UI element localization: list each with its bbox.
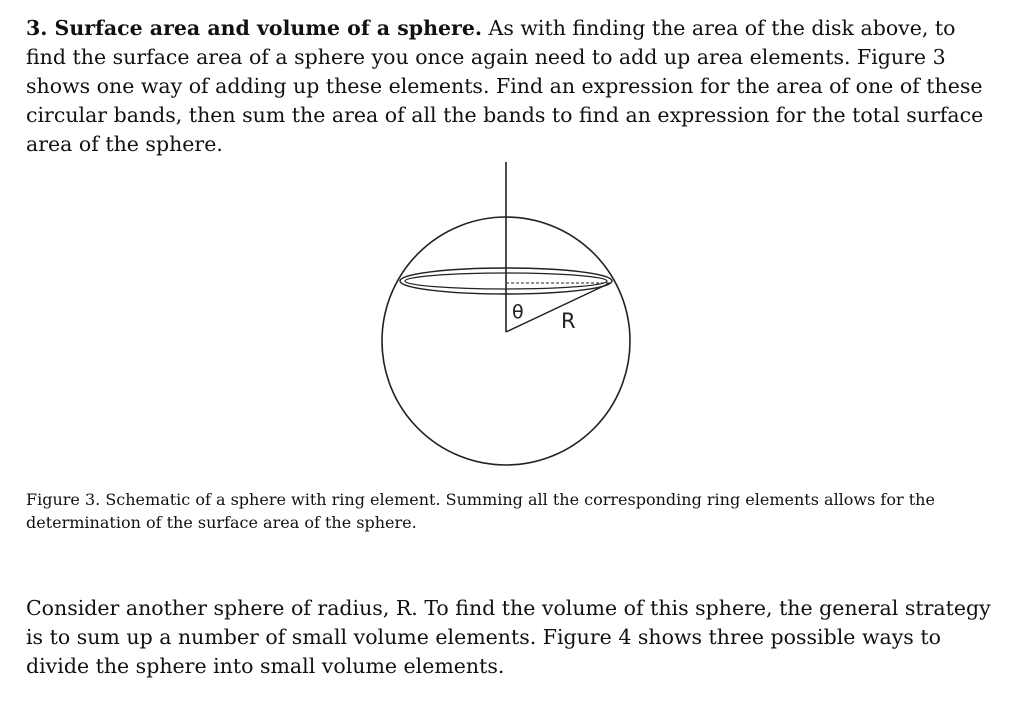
- radius-r-label: R: [561, 309, 576, 333]
- volume-paragraph: Consider another sphere of radius, R. To find the volume of this sphere, the general strategy is to sum up a number of small volume elements. Figure 4 shows three possible ways to divide the sphere into small volume elements.: [26, 596, 991, 678]
- sphere-ring-figure: [372, 160, 642, 480]
- section-heading: 3. Surface area and volume of a sphere.: [26, 16, 483, 40]
- section-body: As with finding the area of the disk above, to find the surface area of a sphere you once again need to add up area elements. Figure 3 shows one way of adding up these elements. Find an expression for the area of one of these circular bands, then sum the area of all the bands to find an expression for the total surface area of the sphere.: [26, 16, 984, 156]
- surface-area-paragraph: [26, 14, 1001, 159]
- angle-theta-label: θ: [512, 301, 524, 323]
- figure-caption: Figure 3. Schematic of a sphere with ring element. Summing all the corresponding ring elements allows for the determination of the surface area of the sphere.: [26, 490, 935, 532]
